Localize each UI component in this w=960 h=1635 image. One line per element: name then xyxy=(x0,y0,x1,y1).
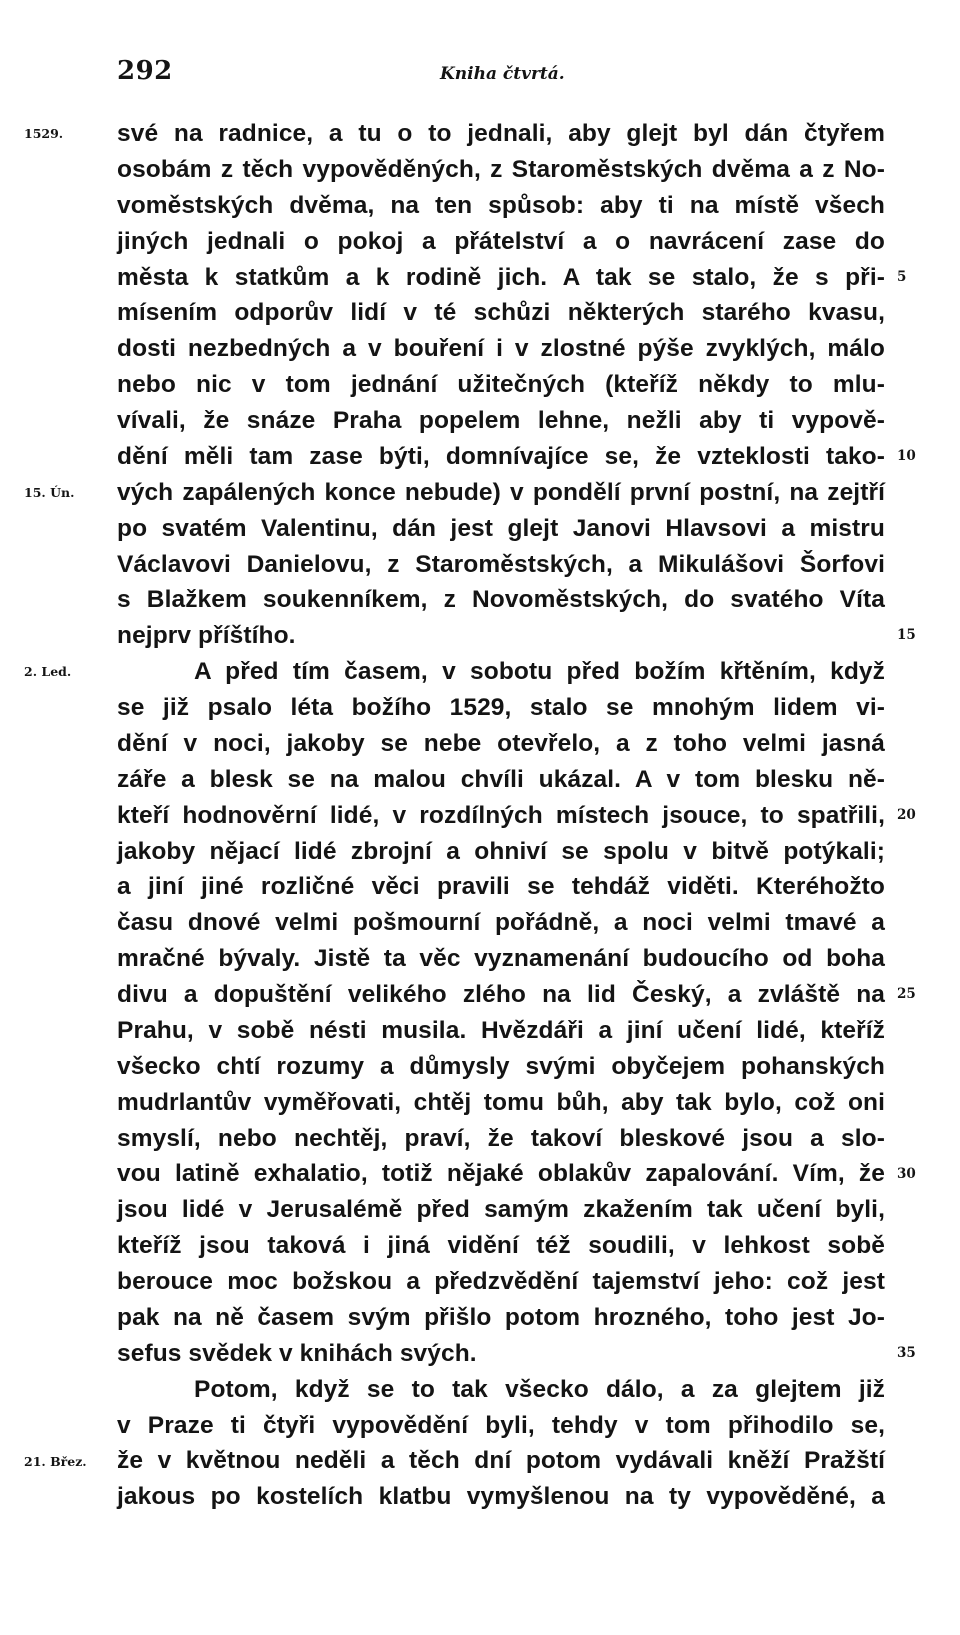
text-line: že v květnou neděli a těch dní potom vydávali kněží Pražští xyxy=(117,1447,885,1475)
text-line: jsou lidé v Jerusalémě před samým zkažením tak učení byli, xyxy=(117,1196,885,1224)
text-line: vívali, že snáze Praha popelem lehne, nežli aby ti vypově- xyxy=(117,407,885,434)
margin-note-date: 21. Břez. xyxy=(24,1454,87,1469)
text-line: sefus svědek v knihách svých. xyxy=(117,1339,477,1367)
text-line: kteříž jsou taková i jiná vidění též soudili, v lehkost sobě xyxy=(117,1232,885,1260)
line-number: 5 xyxy=(897,269,907,285)
text-line: dosti nezbedných a v bouření i v zlostné pýše zvyklých, málo xyxy=(117,335,885,363)
text-line: s Blažkem soukenníkem, z Novoměstských, do svatého Víta xyxy=(117,586,885,614)
text-line: berouce moc božskou a předzvědění tajemství jeho: což jest xyxy=(117,1268,885,1295)
text-line: kteří hodnověrní lidé, v rozdílných místech jsouce, to spatřili, xyxy=(117,801,885,829)
text-line: Václavovi Danielovu, z Staroměstských, a Mikulášovi Šorfovi xyxy=(117,550,885,578)
text-line: vou latině exhalatio, totiž nějaké oblakův zapalování. Vím, že xyxy=(117,1160,885,1188)
page-header xyxy=(0,56,960,96)
text-line: vých zapálených konce nebude) v pondělí první postní, na zejtří xyxy=(117,478,885,506)
text-line: dění v noci, jakoby se nebe otevřelo, a z toho velmi jasná xyxy=(117,729,885,757)
text-line: divu a dopuštění velikého zlého na lid Český, a zvláště na xyxy=(117,981,885,1008)
text-line: nejprv příštího. xyxy=(117,622,296,650)
text-line: mračné bývaly. Jistě ta věc vyznamenání budoucího od boha xyxy=(117,945,885,973)
running-head: Kniha čtvrtá. xyxy=(440,64,565,84)
text-line: voměstských dvěma, na ten spůsob: aby ti na místě všech xyxy=(117,191,885,219)
text-line: všecko chtí rozumy a důmysly svými obyčejem pohanských xyxy=(117,1052,885,1080)
line-number: 10 xyxy=(897,448,916,464)
body-text xyxy=(117,116,885,1515)
text-line: Prahu, v sobě nésti musila. Hvězdáři a jiní učení lidé, kteříž xyxy=(117,1016,885,1044)
text-line: osobám z těch vypověděných, z Staroměstských dvěma a z No- xyxy=(117,155,885,183)
text-line: v Praze ti čtyři vypovědění byli, tehdy v tom přihodilo se, xyxy=(117,1411,885,1439)
text-line: záře a blesk se na malou chvíli ukázal. A v tom blesku ně- xyxy=(117,765,885,793)
line-number: 20 xyxy=(897,807,916,823)
text-line: času dnové velmi pošmourní pořádně, a noci velmi tmavé a xyxy=(117,909,885,937)
text-line: smyslí, nebo nechtěj, praví, že takoví bleskové jsou a slo- xyxy=(117,1124,885,1152)
text-line: nebo nic v tom jednání užitečných (kteříž někdy to mlu- xyxy=(117,371,885,399)
line-number: 30 xyxy=(897,1166,916,1182)
text-line: po svatém Valentinu, dán jest glejt Janovi Hlavsovi a mistru xyxy=(117,514,885,542)
text-line: pak na ně časem svým přišlo potom hrozného, toho jest Jo- xyxy=(117,1303,885,1331)
text-line: dění měli tam zase býti, domnívajíce se, že vzteklosti tako- xyxy=(117,442,885,470)
text-line: mísením odporův lidí v té schůzi některých starého kvasu, xyxy=(117,299,885,327)
text-line: jakous po kostelích klatbu vymyšlenou na ty vypověděné, a xyxy=(117,1483,885,1511)
text-line: A před tím časem, v sobotu před božím křtěním, když xyxy=(194,658,885,686)
text-line: své na radnice, a tu o to jednali, aby glejt byl dán čtyřem xyxy=(117,120,885,147)
text-line: jakoby nějací lidé zbrojní a ohniví se spolu v bitvě potýkali; xyxy=(117,837,885,865)
text-line: jiných jednali o pokoj a přátelství a o navrácení zase do xyxy=(117,227,885,255)
text-line: se již psalo léta božího 1529, stalo se mnohým lidem vi- xyxy=(117,694,885,721)
margin-note-date: 2. Led. xyxy=(24,664,72,679)
margin-note-date: 15. Ún. xyxy=(24,485,75,500)
line-number: 25 xyxy=(897,986,916,1002)
text-line: Potom, když se to tak všecko dálo, a za glejtem již xyxy=(194,1375,885,1403)
line-number: 15 xyxy=(897,627,916,643)
text-line: mudrlantův vyměřovati, chtěj tomu bůh, aby tak bylo, což oni xyxy=(117,1088,885,1116)
page-number: 292 xyxy=(117,56,173,86)
text-line: a jiní jiné rozličné věci pravili se tehdáž viděti. Kteréhožto xyxy=(117,873,885,901)
line-number: 35 xyxy=(897,1345,916,1361)
text-line: města k statkům a k rodině jich. A tak se stalo, že s při- xyxy=(117,263,885,291)
margin-note-year: 1529. xyxy=(24,126,64,141)
